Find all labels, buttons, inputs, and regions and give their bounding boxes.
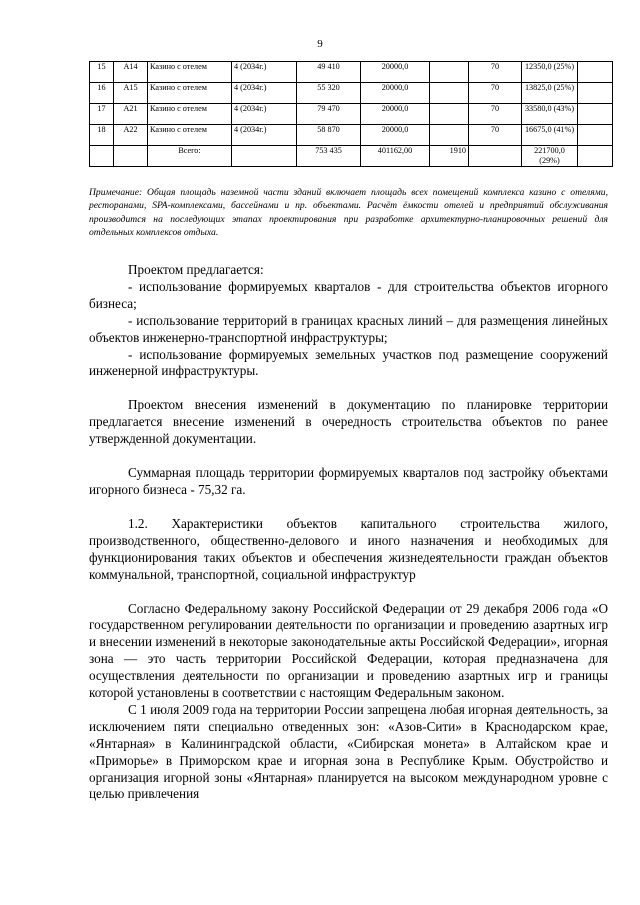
total-label: Всего: [148,146,232,167]
table-cell-num: 17 [90,104,114,125]
body-text [89,262,608,803]
table-cell-col10 [578,125,613,146]
paragraph-list-item-3: - использование формируемых земельных участков под размещение сооружений инженерной инфраструктуры. [89,346,608,379]
table-cell-num: 15 [90,62,114,83]
page-number: 9 [317,38,323,50]
table-cell-type: Казино с отелем [148,83,232,104]
table-cell-capacity: 20000,0 [361,104,430,125]
table-cell-col8: 70 [469,62,522,83]
table-cell-code: А15 [114,83,148,104]
total-capacity: 401162,00 [361,146,430,167]
table-cell-empty [90,146,114,167]
table-cell-stage: 4 (2034г.) [232,62,297,83]
table-cell-stage: 4 (2034г.) [232,104,297,125]
table-cell-capacity: 20000,0 [361,125,430,146]
table-cell-num: 18 [90,125,114,146]
table-cell-area: 49 410 [297,62,361,83]
table-cell-col10 [578,83,613,104]
table-cell-area: 58 870 [297,125,361,146]
table-cell-col10 [578,104,613,125]
table-cell-stage: 4 (2034г.) [232,125,297,146]
table-cell-num: 16 [90,83,114,104]
table-cell-col10 [578,62,613,83]
table-cell-type: Казино с отелем [148,125,232,146]
paragraph-list-item-2: - использование территорий в границах красных линий – для размещения линейных объектов инженерно-транспортной инфраструктуры; [89,312,608,345]
table-cell-code: А14 [114,62,148,83]
table-cell-col9: 16675,0 (41%) [522,125,578,146]
paragraph-gambling-zones: С 1 июля 2009 года на территории России запрещена любая игорная деятельность, за исключением пяти специально отведенных зон: «Азов-Сити» в Краснодарском крае, «Янтарная» в Калининградской области, «Сибирская монета» в Алтайском крае и «Приморье» в Приморском крае и игорная зона в Республике Крым. Обустройство и организация игорной зоны «Янтарная» планируется на высоком международном уровне с целью привлечения [89,701,608,802]
table-cell-code: А21 [114,104,148,125]
table-cell-empty [578,146,613,167]
total-area: 753 435 [297,146,361,167]
table-note: Примечание: Общая площадь наземной части зданий включает площадь всех помещений комплекса казино с отелями, ресторанами, SPA-комплексами, бассейнами и пр. объектами. Расчёт ёмкости отелей и предприятий обслуживания производится на последующих этапах проектирования при разработке архитектурно-планировочных решений для отдельных комплексов отдыха. [89,187,608,239]
paragraph-list-item-1: - использование формируемых кварталов - для строительства объектов игорного бизнеса; [89,278,608,311]
table-cell-col9: 13825,0 (25%) [522,83,578,104]
objects-table [89,61,613,167]
paragraph-area: Суммарная площадь территории формируемых кварталов под застройку объектами игорного бизнеса - 75,32 га. [89,465,608,497]
table-cell-stage: 4 (2034г.) [232,83,297,104]
table-cell-area: 79 470 [297,104,361,125]
table-cell-col8: 70 [469,125,522,146]
section-heading: 1.2. Характеристики объектов капитального строительства жилого, производственного, общественно-делового и иного назначения и необходимых для функционирования таких объектов и обеспечения жизнедеятельности граждан объектов коммунальной, транспортной, социальной инфраструктур [89,515,608,582]
table-cell-type: Казино с отелем [148,104,232,125]
table-cell-type: Казино с отелем [148,62,232,83]
table-row [90,104,613,125]
table-row [90,62,613,83]
table-cell-col7 [430,104,469,125]
table-cell-code: А22 [114,125,148,146]
table-cell-col8: 70 [469,104,522,125]
table-cell-empty [232,146,297,167]
paragraph-changes: Проектом внесения изменений в документацию по планировке территории предлагается внесение изменений в очередность строительства объектов по ранее утвержденной документации. [89,397,608,447]
total-col8: 1910 [430,146,469,167]
table-cell-area: 55 320 [297,83,361,104]
table-cell-col9: 12350,0 (25%) [522,62,578,83]
total-col9: 221700,0 (29%) [522,146,578,167]
table-cell-col8: 70 [469,83,522,104]
table-cell-col7 [430,62,469,83]
table-cell-col7 [430,125,469,146]
table-cell-col9: 33580,0 (43%) [522,104,578,125]
paragraph-proposal: Проектом предлагается: [128,262,264,277]
table-cell-capacity: 20000,0 [361,83,430,104]
table-total-row [90,146,613,167]
paragraph-federal-law: Согласно Федеральному закону Российской Федерации от 29 декабря 2006 года «О государственном регулировании деятельности по организации и проведению азартных игр и внесении изменений в некоторые законодательные акты Российской Федерации», игорная зона — это часть территории Российской Федерации, которая предназначена для осуществления деятельности по организации и проведению азартных игр и границы которой установлены в соответствии с настоящим Федеральным законом. [89,600,608,701]
table-cell-capacity: 20000,0 [361,62,430,83]
table-row [90,83,613,104]
table-cell-empty [469,146,522,167]
table-row [90,125,613,146]
table-cell-empty [114,146,148,167]
table-cell-col7 [430,83,469,104]
